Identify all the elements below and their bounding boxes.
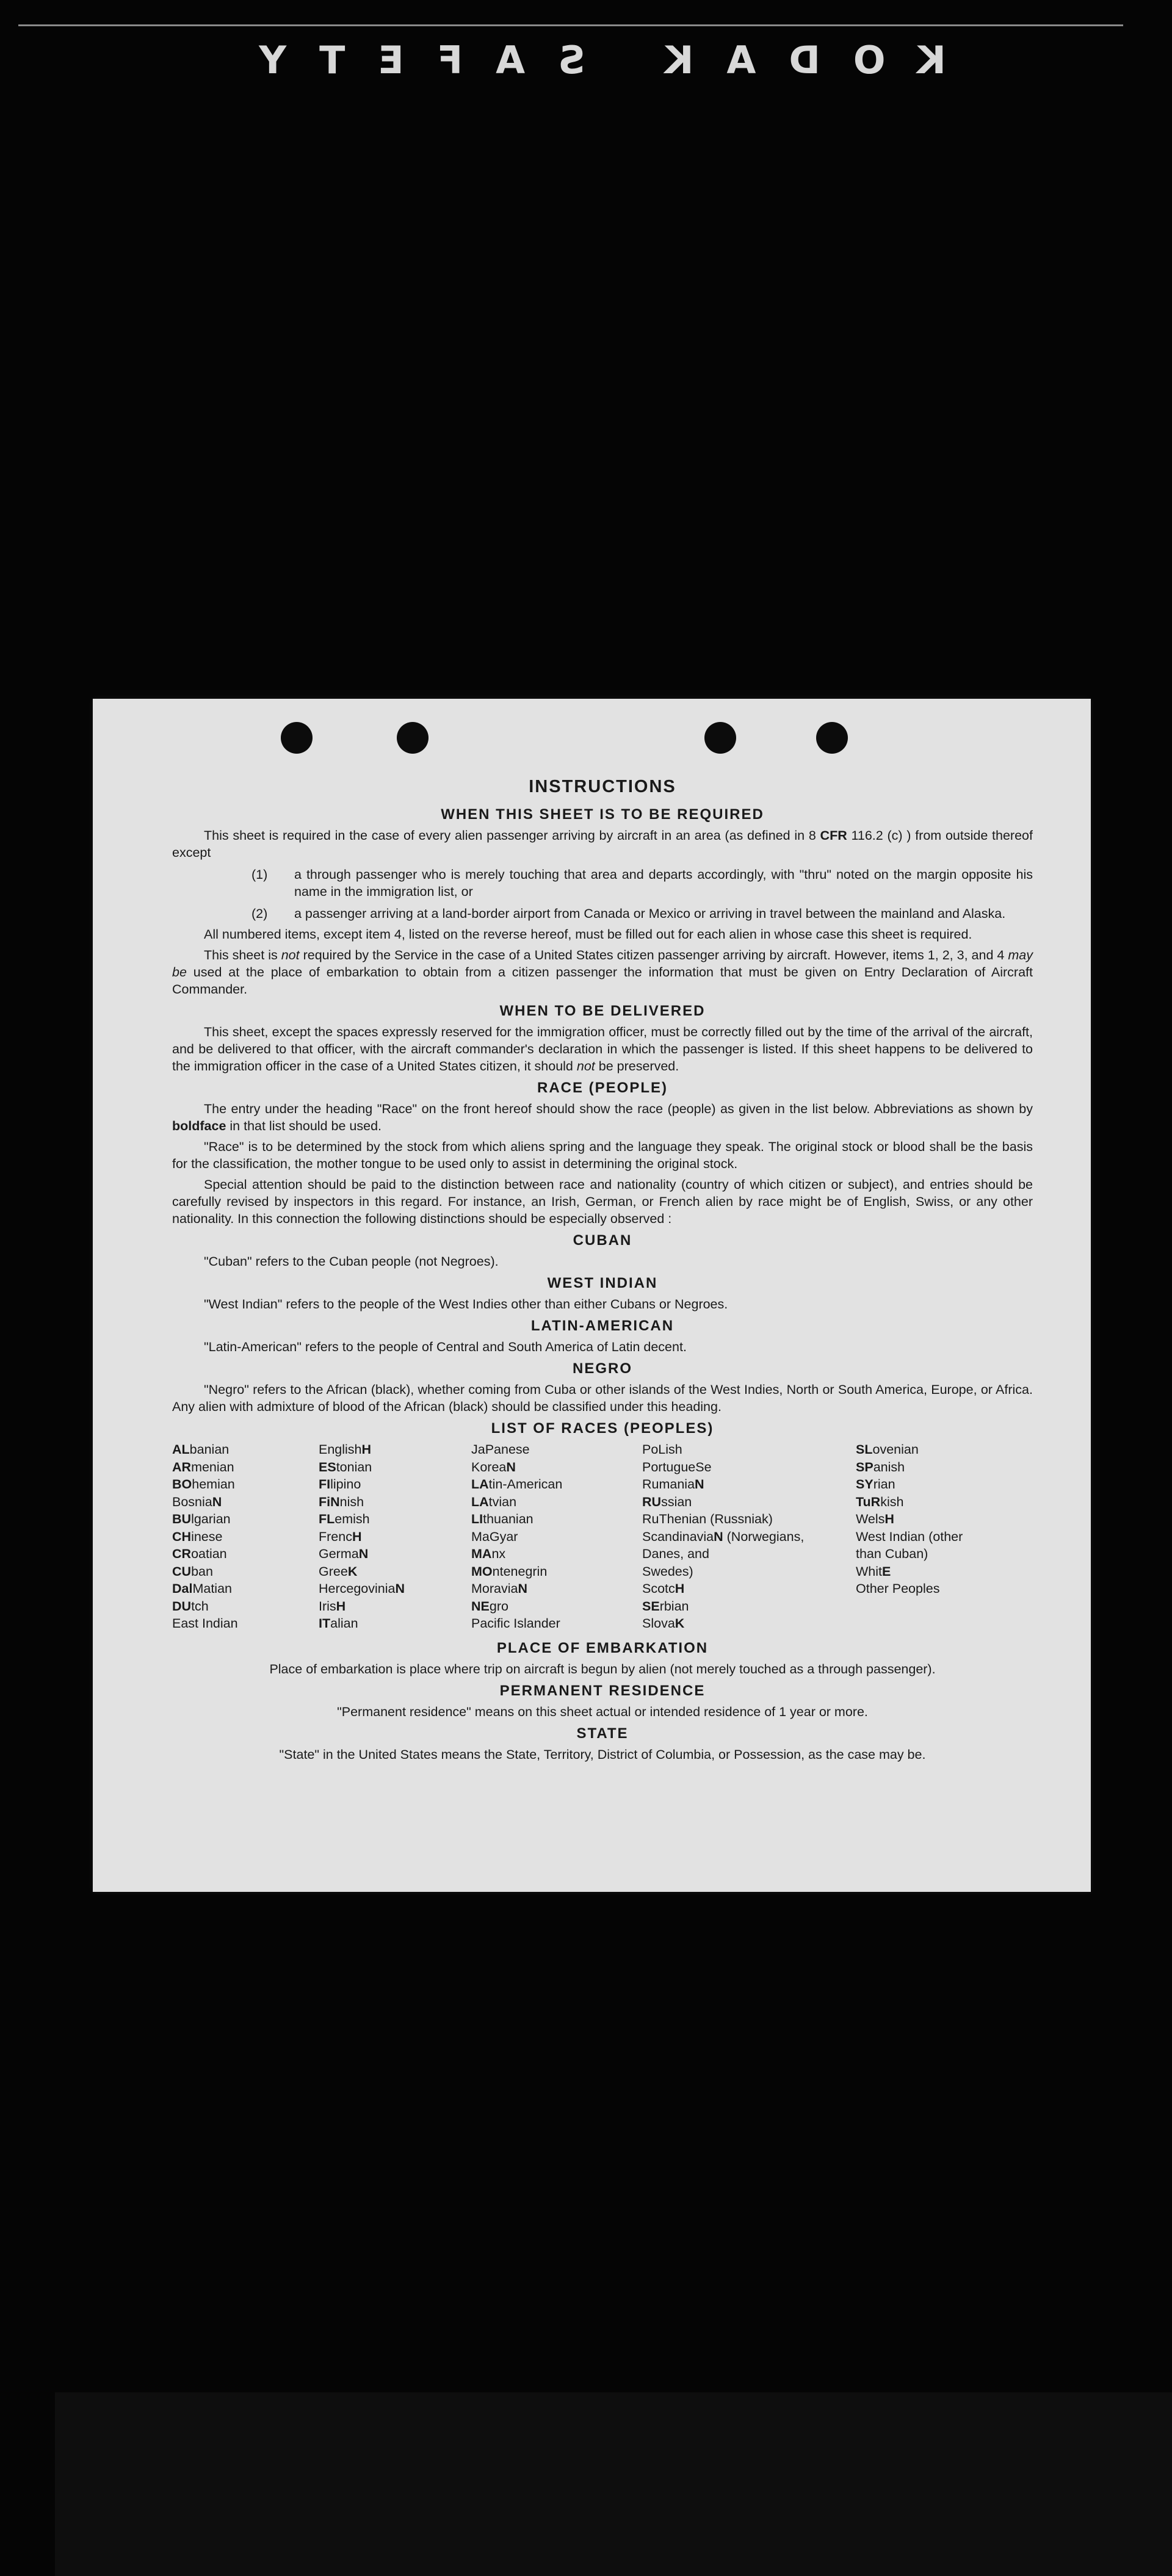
race-entry: EnglishH bbox=[319, 1442, 372, 1457]
race-entry: Swedes) bbox=[642, 1564, 693, 1579]
race-entry: RumaniaN bbox=[642, 1477, 704, 1492]
para-race-3: Special attention should be paid to the distinction between race and nationality (country of which citizen or subject), and entries should be carefully revised by inspectors in this regard. For instance, an Irish, German, or French alien by race might be of English, Swiss, or any other nationality. In this connection the following distinctions should be especially observed : bbox=[172, 1177, 1033, 1226]
race-entry: WelsH bbox=[856, 1512, 894, 1526]
race-entry: ARmenian bbox=[172, 1459, 234, 1474]
sheet-content bbox=[172, 772, 1033, 1768]
race-entry: TuRkish bbox=[856, 1494, 904, 1509]
race-entry: FIlipino bbox=[319, 1477, 361, 1492]
para-race-2: "Race" is to be determined by the stock from which aliens spring and the language they speak. The original stock or blood shall be the basis for the classification, the mother tongue to be used only to assist in determining the original stock. bbox=[172, 1139, 1033, 1171]
heading-residence: PERMANENT RESIDENCE bbox=[499, 1682, 706, 1699]
para-citizen: This sheet is not required by the Service in the case of a United States citizen passenger arriving by aircraft. However, items 1, 2, 3, and 4 may be used at the place of embarkation to obtain from a citizen passenger the information that must be given on Entry Declaration of Aircraft Commander. bbox=[172, 948, 1033, 997]
heading-west-indian: WEST INDIAN bbox=[547, 1275, 658, 1291]
heading-embarkation: PLACE OF EMBARKATION bbox=[496, 1639, 709, 1656]
race-entry: EStonian bbox=[319, 1459, 372, 1474]
race-entry: LAtin-American bbox=[471, 1477, 563, 1492]
race-entry: IrisH bbox=[319, 1598, 346, 1614]
page-title: INSTRUCTIONS bbox=[529, 777, 676, 796]
heading-latin-american: LATIN-AMERICAN bbox=[530, 1318, 675, 1334]
race-entry: MoraviaN bbox=[471, 1581, 527, 1596]
race-entry: DUtch bbox=[172, 1598, 209, 1614]
race-entry: MAnx bbox=[471, 1546, 506, 1561]
race-entry: HercegoviniaN bbox=[319, 1581, 405, 1596]
races-column bbox=[319, 1441, 471, 1633]
race-entry: PortugueSe bbox=[642, 1459, 712, 1474]
punch-hole bbox=[281, 722, 313, 754]
film-edge-rule bbox=[18, 24, 1123, 26]
race-entry: BOhemian bbox=[172, 1477, 235, 1492]
punch-hole bbox=[816, 722, 848, 754]
race-entry: MOntenegrin bbox=[471, 1564, 548, 1579]
race-entry: JaPanese bbox=[471, 1442, 530, 1457]
heading-negro: NEGRO bbox=[572, 1360, 632, 1377]
race-entry: SlovaK bbox=[642, 1616, 685, 1631]
race-entry: BosniaN bbox=[172, 1494, 222, 1509]
race-entry: FLemish bbox=[319, 1512, 370, 1526]
heading-when-required: WHEN THIS SHEET IS TO BE REQUIRED bbox=[441, 806, 764, 823]
race-entry: CRoatian bbox=[172, 1546, 227, 1561]
para-west-indian: "West Indian" refers to the people of the West Indies other than either Cubans or Negroes. bbox=[204, 1297, 728, 1311]
race-entry: PoLish bbox=[642, 1442, 682, 1457]
race-entry: Pacific Islander bbox=[471, 1616, 560, 1631]
race-entry: GreeK bbox=[319, 1564, 358, 1579]
para-cuban: "Cuban" refers to the Cuban people (not Negroes). bbox=[204, 1254, 499, 1269]
para-numbered-items: All numbered items, except item 4, listed on the reverse hereof, must be filled out for each alien in whose case this sheet is required. bbox=[204, 927, 972, 942]
race-entry: Other Peoples bbox=[856, 1581, 940, 1596]
race-entry: SLovenian bbox=[856, 1442, 919, 1457]
race-entry: ALbanian bbox=[172, 1442, 230, 1457]
para-negro: "Negro" refers to the African (black), whether coming from Cuba or other islands of the West Indies, North or South America, Europe, or Africa. Any alien with admixture of blood of the African (black) should be classified under this heading. bbox=[172, 1382, 1033, 1414]
clause-1: (1) a through passenger who is merely touching that area and departs accordingly, with "thru" noted on the margin opposite his name in the immigration list, or bbox=[251, 867, 1033, 899]
races-column bbox=[856, 1441, 1033, 1633]
races-table bbox=[172, 1441, 1033, 1633]
race-entry: LIthuanian bbox=[471, 1512, 534, 1526]
heading-when-delivered: WHEN TO BE DELIVERED bbox=[499, 1003, 706, 1019]
race-entry: NEgro bbox=[471, 1598, 508, 1614]
film-edge bbox=[0, 0, 1172, 92]
race-entry: FrencH bbox=[319, 1529, 362, 1544]
race-entry: DalMatian bbox=[172, 1581, 233, 1596]
race-entry: Danes, and bbox=[642, 1546, 709, 1561]
punch-hole bbox=[397, 722, 429, 754]
races-column bbox=[471, 1441, 642, 1633]
punch-hole bbox=[704, 722, 736, 754]
heading-cuban: CUBAN bbox=[573, 1232, 632, 1249]
races-column bbox=[642, 1441, 856, 1633]
para-latin-american: "Latin-American" refers to the people of Central and South America of Latin decent. bbox=[204, 1340, 687, 1354]
instruction-sheet bbox=[93, 699, 1091, 1892]
clause-2: (2) a passenger arriving at a land-border airport from Canada or Mexico or arriving in travel between the mainland and Alaska. bbox=[251, 906, 1006, 921]
race-entry: LAtvian bbox=[471, 1494, 517, 1509]
para-state: "State" in the United States means the State, Territory, District of Columbia, or Possession, as the case may be. bbox=[279, 1747, 926, 1762]
heading-state: STATE bbox=[576, 1725, 629, 1742]
race-entry: CUban bbox=[172, 1564, 213, 1579]
para-required-intro: This sheet is required in the case of every alien passenger arriving by aircraft in an area (as defined in 8 CFR 116.2 (c) ) from outside thereof except bbox=[172, 828, 1033, 860]
race-entry: ScotcH bbox=[642, 1581, 685, 1596]
race-entry: CHinese bbox=[172, 1529, 223, 1544]
race-entry: GermaN bbox=[319, 1546, 369, 1561]
film-bottom-band bbox=[55, 2392, 1172, 2576]
para-residence: "Permanent residence" means on this sheet actual or intended residence of 1 year or more. bbox=[337, 1704, 868, 1719]
race-entry: West Indian (other bbox=[856, 1529, 963, 1544]
para-delivered: This sheet, except the spaces expressly reserved for the immigration officer, must be correctly filled out by the time of the arrival of the aircraft, and be delivered to that officer, with the aircraft commander's declaration in which the passenger is listed. If this sheet happens to be delivered to the immigration officer in the case of a United States citizen, it should not be preserved. bbox=[172, 1025, 1033, 1073]
race-entry: WhitE bbox=[856, 1564, 891, 1579]
race-entry: SYrian bbox=[856, 1477, 895, 1492]
race-entry: MaGyar bbox=[471, 1529, 518, 1544]
race-entry: SErbian bbox=[642, 1598, 689, 1614]
heading-race: RACE (PEOPLE) bbox=[537, 1080, 668, 1096]
races-column bbox=[172, 1441, 319, 1633]
film-edge-imprint: KODAK SAFETY bbox=[226, 38, 946, 82]
race-entry: FiNnish bbox=[319, 1494, 364, 1509]
race-entry: RuThenian (Russniak) bbox=[642, 1512, 773, 1526]
race-entry: East Indian bbox=[172, 1616, 238, 1631]
race-entry: RUssian bbox=[642, 1494, 692, 1509]
race-entry: KoreaN bbox=[471, 1459, 516, 1474]
race-entry: BUlgarian bbox=[172, 1512, 231, 1526]
race-entry: ScandinaviaN (Norwegians, bbox=[642, 1529, 805, 1544]
race-entry: than Cuban) bbox=[856, 1546, 928, 1561]
race-entry: ITalian bbox=[319, 1616, 358, 1631]
race-entry: SPanish bbox=[856, 1459, 905, 1474]
para-race-1: The entry under the heading "Race" on the front hereof should show the race (people) as given in the list below. Abbreviations as shown by boldface in that list should be used. bbox=[172, 1102, 1033, 1133]
para-embarkation: Place of embarkation is place where trip on aircraft is begun by alien (not merely touched as a through passenger). bbox=[269, 1661, 936, 1676]
heading-list-of-races: LIST OF RACES (PEOPLES) bbox=[491, 1420, 714, 1437]
